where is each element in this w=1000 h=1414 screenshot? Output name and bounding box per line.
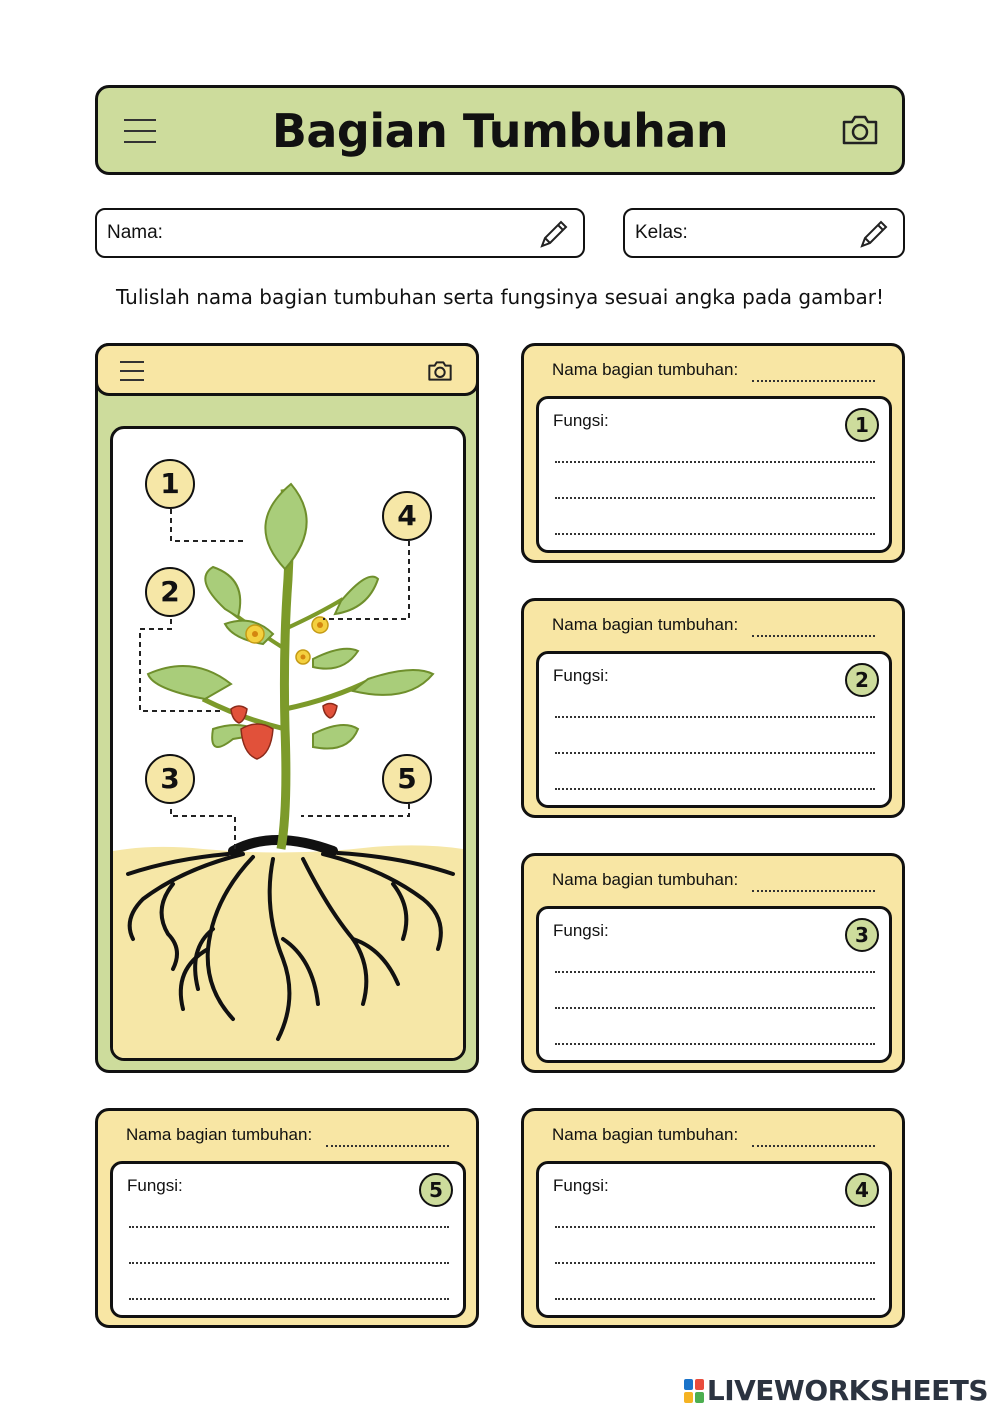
- part-name-label: Nama bagian tumbuhan:: [552, 870, 739, 889]
- diagram-label-4: 4: [382, 491, 432, 541]
- diagram-label-5: 5: [382, 754, 432, 804]
- answer-card-4: [521, 1108, 905, 1328]
- part-name-input[interactable]: [752, 380, 875, 382]
- answer-line[interactable]: [555, 1262, 875, 1264]
- function-label: Fungsi:: [553, 666, 609, 685]
- answer-line[interactable]: [129, 1226, 449, 1228]
- part-name-label: Nama bagian tumbuhan:: [126, 1125, 313, 1144]
- function-label: Fungsi:: [553, 411, 609, 430]
- card-number: 4: [845, 1173, 879, 1207]
- logo-mark-icon: [684, 1379, 704, 1403]
- camera-icon[interactable]: [426, 359, 454, 383]
- logo-text: LIVEWORKSHEETS: [706, 1374, 988, 1407]
- header-bar: [95, 85, 905, 175]
- answer-line[interactable]: [129, 1262, 449, 1264]
- card-number: 2: [845, 663, 879, 697]
- class-label: Kelas:: [635, 222, 688, 243]
- answer-line[interactable]: [129, 1298, 449, 1300]
- function-box[interactable]: [536, 1161, 892, 1318]
- part-name-input[interactable]: [752, 1145, 875, 1147]
- part-name-input[interactable]: [752, 635, 875, 637]
- function-label: Fungsi:: [553, 921, 609, 940]
- answer-line[interactable]: [555, 1007, 875, 1009]
- page-title: Bagian Tumbuhan: [271, 104, 729, 158]
- function-box[interactable]: [536, 906, 892, 1063]
- function-box[interactable]: [536, 396, 892, 553]
- answer-card-1: [521, 343, 905, 563]
- panel-top-bar: [95, 343, 479, 396]
- menu-icon[interactable]: [120, 361, 144, 381]
- name-label: Nama:: [107, 222, 163, 243]
- answer-line[interactable]: [555, 497, 875, 499]
- answer-line[interactable]: [555, 788, 875, 790]
- answer-line[interactable]: [555, 752, 875, 754]
- diagram-label-3: 3: [145, 754, 195, 804]
- answer-card-5: [95, 1108, 479, 1328]
- pencil-icon[interactable]: [537, 217, 571, 251]
- part-name-label: Nama bagian tumbuhan:: [552, 615, 739, 634]
- part-name-input[interactable]: [326, 1145, 449, 1147]
- liveworksheets-logo[interactable]: [684, 1374, 988, 1407]
- card-number: 5: [419, 1173, 453, 1207]
- answer-line[interactable]: [555, 716, 875, 718]
- card-number: 3: [845, 918, 879, 952]
- answer-line[interactable]: [555, 1298, 875, 1300]
- function-label: Fungsi:: [553, 1176, 609, 1195]
- answer-line[interactable]: [555, 461, 875, 463]
- answer-line[interactable]: [555, 1043, 875, 1045]
- name-field[interactable]: [95, 208, 585, 258]
- function-label: Fungsi:: [127, 1176, 183, 1195]
- part-name-input[interactable]: [752, 890, 875, 892]
- diagram-panel: [95, 343, 479, 1073]
- answer-line[interactable]: [555, 971, 875, 973]
- part-name-label: Nama bagian tumbuhan:: [552, 1125, 739, 1144]
- answer-card-3: [521, 853, 905, 1073]
- answer-card-2: [521, 598, 905, 818]
- class-field[interactable]: [623, 208, 905, 258]
- camera-icon[interactable]: [840, 112, 880, 148]
- part-name-label: Nama bagian tumbuhan:: [552, 360, 739, 379]
- function-box[interactable]: [536, 651, 892, 808]
- answer-line[interactable]: [555, 533, 875, 535]
- pencil-icon[interactable]: [857, 217, 891, 251]
- instruction-text: Tulislah nama bagian tumbuhan serta fungsinya sesuai angka pada gambar!: [115, 285, 885, 309]
- diagram-label-2: 2: [145, 567, 195, 617]
- function-box[interactable]: [110, 1161, 466, 1318]
- card-number: 1: [845, 408, 879, 442]
- diagram-label-1: 1: [145, 459, 195, 509]
- answer-line[interactable]: [555, 1226, 875, 1228]
- plant-diagram: [110, 426, 466, 1061]
